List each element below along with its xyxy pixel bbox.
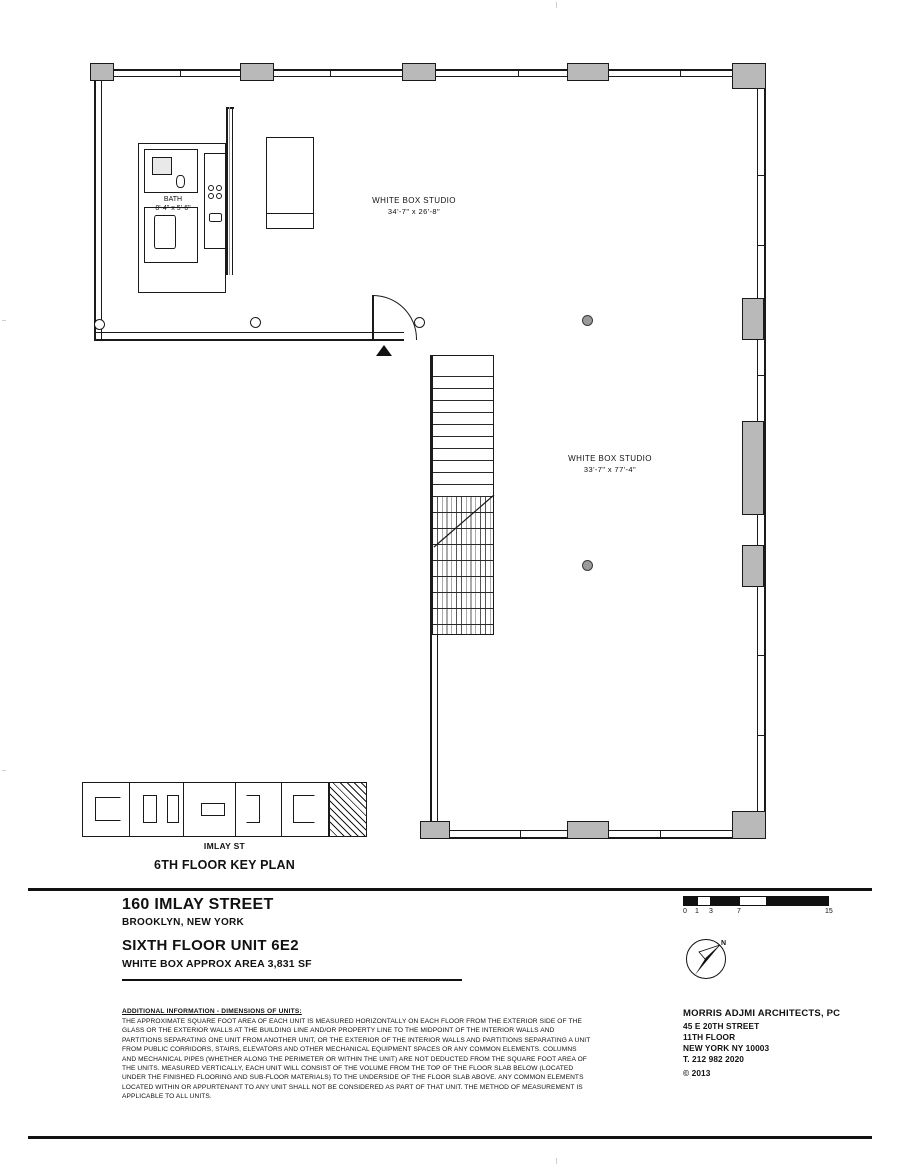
title-block-underline: [122, 979, 462, 981]
key-plan-street-label: IMLAY ST: [203, 841, 246, 851]
key-plan-highlighted-unit: [328, 783, 366, 836]
bath-dimensions: 8'-4" x 5'-6": [155, 205, 191, 212]
copyright-notice: © 2013: [683, 1068, 711, 1078]
interior-wall-north-wing-south: [94, 339, 404, 341]
structural-pier-nw-corner: [90, 63, 114, 81]
key-plan-unit-outline: [201, 803, 225, 816]
window-mullion-tick: [680, 69, 681, 77]
exterior-wall-west: [94, 69, 96, 341]
scale-tick: 1: [695, 908, 699, 915]
cooktop-burner-icon: [216, 185, 222, 191]
cooktop-burner-icon: [208, 185, 214, 191]
notes-body: THE APPROXIMATE SQUARE FOOT AREA OF EACH UNIT IS MEASURED HORIZONTALLY ON EACH FLOOR FROM THE EXTERIOR SIDE OF THE GLASS OR THE EXTERIOR WALLS AT THE BUILDING LINE AND/OR PROPERTY LINE TO THE MIDPOINT OF THE INTERIOR WALLS AND PARTITIONS SEPARATING ONE UNIT FROM ANOTHER UNIT, OR THE EXTERIOR OF THE INTERIOR WALLS AND PARTITIONS SEPARATING A UNIT FROM PUBLIC CORRIDORS, STAIRS, ELEVATORS AND OTHER MECHANICAL EQUIPMENT SPACES OR ANY COMMON ELEMENTS. COLUMNS AND MECHANICAL PIPES (WHETHER ALONG THE PERIMETER OR WITHIN THE UNIT) ARE NOT DEDUCTED FROM THE SQUARE FOOT AREA OF THE UNITS. MEASURED VERTICALLY, EACH UNIT WILL CONSIST OF THE VOLUME FROM THE TOP OF THE FLOOR SLAB BELOW (LOCATED UNDER THE FINISHED FLOORING AND SUB-FLOOR MATERIALS) TO THE UNDERSIDE OF THE FLOOR SLAB ABOVE. ANY COMMON ELEMENTS LOCATED WITHIN OR APPURTENANT TO ANY UNIT SHALL NOT BE CONSIDERED AS PART OF THAT UNIT. THE METHOD OF MEASUREMENT IS APPLICABLE TO ALL UNITS.: [122, 1018, 591, 1101]
window-mullion-tick: [757, 375, 765, 376]
scale-tick: 0: [683, 908, 687, 915]
millwork-closet-shelf: [266, 213, 314, 214]
key-plan-unit-outline: [246, 795, 260, 823]
shower-stall: [152, 157, 172, 175]
room-dimensions: 33'-7" x 77'-4": [583, 465, 637, 474]
structural-pier-south-2: [420, 821, 450, 839]
key-plan-divider: [281, 783, 282, 836]
page-edge-mark: [556, 1158, 557, 1164]
architect-phone: T. 212 982 2020: [683, 1054, 745, 1064]
architect-name: MORRIS ADJMI ARCHITECTS, PC: [683, 1008, 841, 1019]
key-plan-unit-outline: [167, 795, 179, 823]
scale-segment: [739, 896, 767, 906]
additional-information-notes: [122, 1008, 592, 1102]
cooktop-burner-icon: [216, 193, 222, 199]
key-plan-divider: [129, 783, 130, 836]
structural-pier-ne-corner: [732, 63, 766, 89]
entry-door-swing: [372, 295, 417, 340]
north-arrow: [683, 936, 737, 990]
sink-fixture: [209, 213, 222, 222]
north-arrow-label: N: [721, 940, 727, 947]
scale-tick-labels: [683, 908, 838, 918]
exterior-wall-west-inner: [101, 69, 102, 341]
entry-direction-arrow: [376, 345, 392, 356]
room-name: WHITE BOX STUDIO: [568, 454, 652, 463]
partition-centerline: [229, 107, 230, 275]
partition-wall-core-east-inner: [232, 107, 233, 275]
page-edge-mark: [556, 2, 557, 8]
key-plan-title: 6TH FLOOR KEY PLAN: [154, 858, 295, 872]
millwork-closet: [266, 137, 314, 229]
title-block-top-rule: [28, 888, 872, 891]
scale-tick: 7: [737, 908, 741, 915]
room-name: WHITE BOX STUDIO: [372, 196, 456, 205]
scale-tick: 3: [709, 908, 713, 915]
architect-address-line-3: NEW YORK NY 10003: [683, 1043, 770, 1053]
window-mullion-tick: [757, 735, 765, 736]
unit-area: WHITE BOX APPROX AREA 3,831 SF: [122, 958, 312, 970]
interior-column: [582, 315, 593, 326]
notes-title: ADDITIONAL INFORMATION - DIMENSIONS OF UNITS:: [122, 1008, 302, 1015]
project-city: BROOKLYN, NEW YORK: [122, 917, 245, 928]
floor-plan-drawing: [80, 55, 780, 845]
interior-column: [414, 317, 425, 328]
window-mullion-tick: [520, 830, 521, 838]
structural-pier-north-2: [402, 63, 436, 81]
structural-pier-north-3: [567, 63, 609, 81]
key-plan-divider: [183, 783, 184, 836]
title-block-text: [122, 896, 522, 974]
bath-name: BATH: [163, 196, 183, 203]
title-block-bottom-rule: [28, 1136, 872, 1139]
window-mullion-tick: [180, 69, 181, 77]
interior-column: [94, 319, 105, 330]
interior-wall-north-wing-south-inner: [94, 332, 404, 333]
key-plan-unit-outline: [95, 797, 121, 821]
window-mullion-tick: [330, 69, 331, 77]
architect-address-line-2: 11TH FLOOR: [683, 1032, 736, 1042]
page-edge-mark: [2, 770, 6, 771]
scale-segment: [767, 896, 829, 906]
tub-fixture: [154, 215, 176, 249]
key-plan-unit-outline: [143, 795, 157, 823]
scale-tick: 15: [825, 908, 833, 915]
window-mullion-tick: [757, 245, 765, 246]
architect-block: [683, 1008, 883, 1079]
window-mullion-tick: [518, 69, 519, 77]
bath-label: [134, 195, 212, 213]
key-plan-divider: [235, 783, 236, 836]
scale-segment: [697, 896, 711, 906]
scale-segment: [711, 896, 739, 906]
structural-pier-se-corner: [732, 811, 766, 839]
room-label-white-box-studio-east: [520, 453, 700, 475]
structural-pier-east-2: [742, 421, 764, 515]
structural-pier-east-3: [742, 545, 764, 587]
key-plan-unit-outline: [293, 795, 315, 823]
partition-wall-core-east: [226, 107, 228, 275]
key-plan: [82, 782, 367, 837]
room-dimensions: 34'-7" x 26'-8": [387, 207, 441, 216]
window-mullion-tick: [660, 830, 661, 838]
toilet-fixture: [176, 175, 185, 188]
page-edge-mark: [2, 320, 6, 321]
partition-wall-core-cap: [226, 107, 234, 109]
architect-address-line-1: 45 E 20TH STREET: [683, 1021, 760, 1031]
project-address: 160 IMLAY STREET: [122, 896, 274, 913]
scale-segment: [683, 896, 697, 906]
room-label-white-box-studio-north: [324, 195, 504, 217]
window-mullion-tick: [757, 175, 765, 176]
stair-direction-line: [432, 355, 496, 637]
structural-pier-east-1: [742, 298, 764, 340]
entry-door-leaf: [372, 295, 374, 341]
structural-pier-north-1: [240, 63, 274, 81]
structural-pier-south-1: [567, 821, 609, 839]
unit-title: SIXTH FLOOR UNIT 6E2: [122, 937, 299, 954]
window-mullion-tick: [757, 655, 765, 656]
interior-column: [250, 317, 261, 328]
interior-column: [582, 560, 593, 571]
exterior-wall-east: [764, 69, 766, 839]
